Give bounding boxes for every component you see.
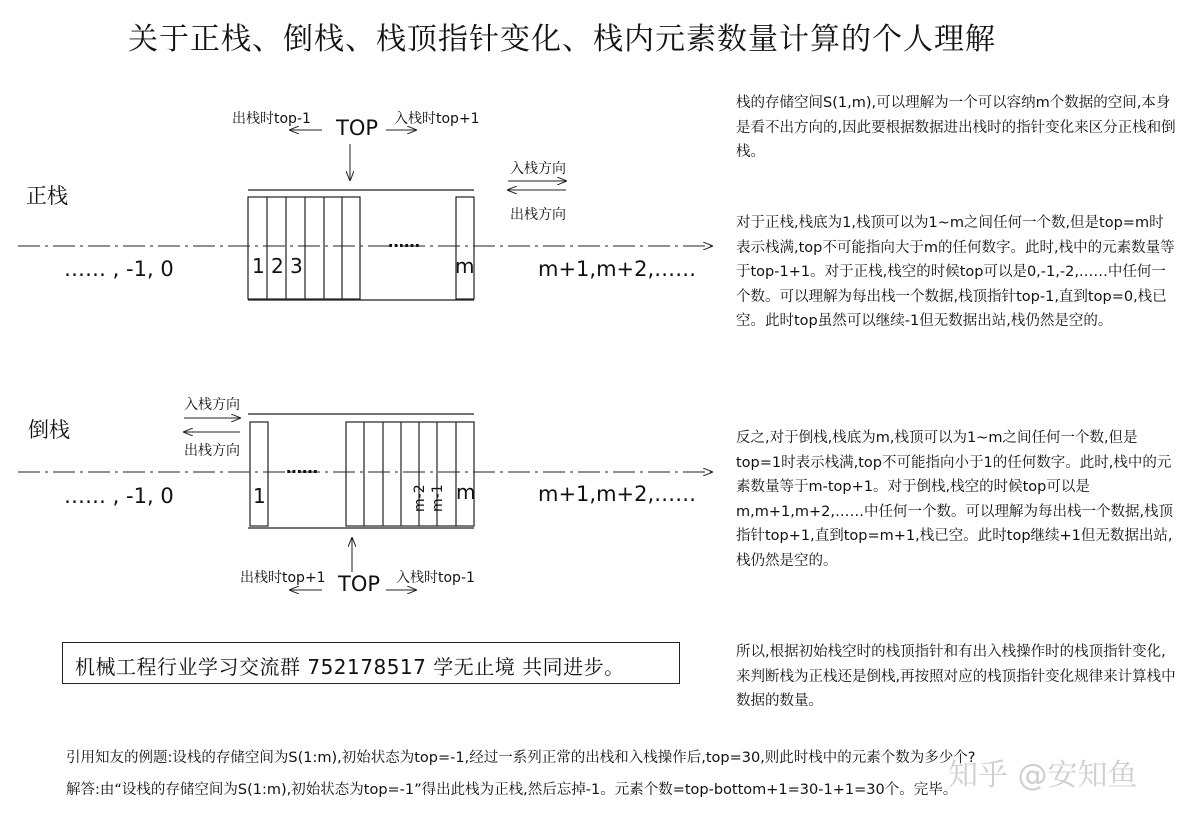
forward-cells <box>248 197 474 299</box>
reverse-top-label: TOP <box>338 572 381 596</box>
forward-left-sequence: …… , -1, 0 <box>64 257 174 281</box>
paragraph-forward: 对于正栈,栈底为1,栈顶可以为1~m之间任何一个数,但是top=m时表示栈满,top不可能指向大于m的任何数字。此时,栈中的元素数量等于top-1+1。对于正栈,栈空的时候top可以是0,-1,-2,……中任何一个数。可以理解为每出栈一个数据,栈顶指针top-1,直到top=0,栈已空。此时top虽然可以继续-1但无数据出站,栈仍然是空的。 <box>736 215 1175 329</box>
reverse-first-cell-label: 1 <box>253 484 266 508</box>
forward-pop-label: 出栈时top-1 <box>232 111 311 127</box>
reverse-cell-m: m <box>456 480 476 504</box>
forward-top-label: TOP <box>336 116 379 140</box>
footer-answer: 解答:由“设栈的存储空间为S(1:m),初始状态为top=-1”得出此栈为正栈,然后忘掉-1。元素个数=top-bottom+1=30-1+1=30个。完毕。 <box>66 782 958 798</box>
reverse-push-direction: 入栈方向 <box>184 397 240 413</box>
forward-last-cell-label: m <box>455 254 475 278</box>
paragraph-storage: 栈的存储空间S(1,m),可以理解为一个可以容纳m个数据的空间,本身是看不出方向的,因此要根据数据进出栈时的指针变化来区分正栈和倒栈。 <box>736 95 1176 160</box>
forward-cell-1: 1 <box>252 254 265 278</box>
watermark: 知乎 @安知鱼 <box>948 758 1138 793</box>
page-title: 关于正栈、倒栈、栈顶指针变化、栈内元素数量计算的个人理解 <box>128 22 996 57</box>
paragraph-conclusion: 所以,根据初始栈空时的栈顶指针和有出入栈操作时的栈顶指针变化,来判断栈为正栈还是倒栈,再按照对应的栈顶指针变化规律来计算栈中数据的数量。 <box>736 644 1176 709</box>
forward-cell-3: 3 <box>290 254 303 278</box>
reverse-pop-label: 出栈时top+1 <box>240 570 326 586</box>
reverse-left-sequence: …… , -1, 0 <box>64 484 174 508</box>
forward-last-cell <box>456 197 474 299</box>
reverse-first-cell <box>250 422 268 526</box>
footer-question: 引用知友的例题:设栈的存储空间为S(1:m),初始状态为top=-1,经过一系列正常的出栈和入栈操作后,top=30,则此时栈中的元素个数为多少个? <box>66 750 976 766</box>
forward-pop-direction: 出栈方向 <box>510 207 566 223</box>
forward-cell-2: 2 <box>271 254 284 278</box>
forward-right-sequence: m+1,m+2,…… <box>538 257 697 281</box>
reverse-mid-dots: …… <box>286 458 318 477</box>
reverse-cell-m-1: m-1 <box>430 484 446 512</box>
reverse-cell-m-2: m-2 <box>412 484 428 512</box>
paragraph-reverse: 反之,对于倒栈,栈底为m,栈顶可以为1~m之间任何一个数,但是top=1时表示栈满,top不可能指向小于1的任何数字。此时,栈中的元素数量等于m-top+1。对于倒栈,栈空的时候top可以是m,m+1,m+2,……中任何一个数。可以理解为每出栈一个数据,栈顶指针top+1,直到top=m+1,栈已空。此时top继续+1但无数据出站,栈仍然是空的。 <box>736 430 1174 569</box>
forward-mid-dots: …… <box>388 232 420 251</box>
forward-push-label: 入栈时top+1 <box>394 111 480 127</box>
group-info-text: 机械工程行业学习交流群 752178517 学无止境 共同进步。 <box>75 655 625 679</box>
reverse-pop-direction: 出栈方向 <box>184 443 240 459</box>
forward-stack-label: 正栈 <box>26 184 68 208</box>
group-info-box <box>62 642 680 684</box>
reverse-push-label: 入栈时top-1 <box>396 570 475 586</box>
reverse-stack-label: 倒栈 <box>28 418 70 442</box>
reverse-right-sequence: m+1,m+2,…… <box>538 482 697 506</box>
forward-push-direction: 入栈方向 <box>510 161 566 177</box>
